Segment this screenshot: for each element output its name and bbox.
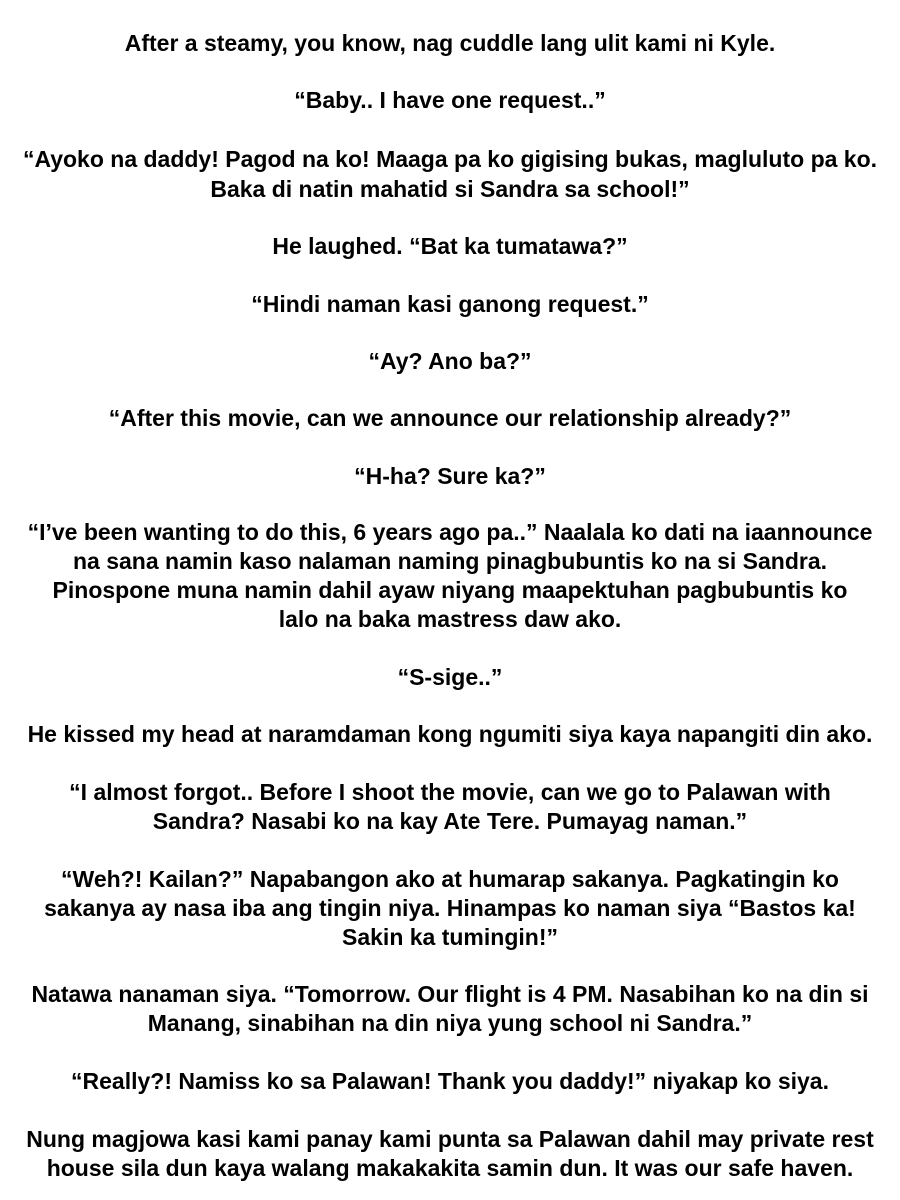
paragraph-9-line-1: “I’ve been wanting to do this, 6 years ago pa..” Naalala ko dati na iaannounce [27, 519, 873, 545]
paragraph-7-line-1: “After this movie, can we announce our relationship already?” [108, 405, 792, 431]
paragraph-16-line-2: house sila dun kaya walang makakakita samin dun. It was our safe haven. [46, 1155, 854, 1181]
paragraph-9-line-4: lalo na baka mastress daw ako. [278, 606, 622, 632]
paragraph-13-line-1: “Weh?! Kailan?” Napabangon ako at humarap sakanya. Pagkatingin ko [61, 866, 839, 892]
paragraph-1-line-1: After a steamy, you know, nag cuddle lang ulit kami ni Kyle. [124, 30, 776, 56]
paragraph-14-line-2: Manang, sinabihan na din niya yung school ni Sandra.” [147, 1010, 753, 1036]
paragraph-16-line-1: Nung magjowa kasi kami panay kami punta sa Palawan dahil may private rest [26, 1126, 874, 1152]
paragraph-10-line-1: “S-sige..” [397, 664, 503, 690]
paragraph-15-line-1: “Really?! Namiss ko sa Palawan! Thank you daddy!” niyakap ko siya. [71, 1068, 829, 1094]
paragraph-13-line-2: sakanya ay nasa iba ang tingin niya. Hinampas ko naman siya “Bastos ka! [44, 895, 856, 921]
paragraph-13-line-3: Sakin ka tumingin!” [342, 924, 558, 950]
paragraph-3-line-1: “Ayoko na daddy! Pagod na ko! Maaga pa ko gigising bukas, magluluto pa ko. [22, 146, 878, 172]
paragraph-4-line-1: He laughed. “Bat ka tumatawa?” [272, 233, 628, 259]
paragraph-14-line-1: Natawa nanaman siya. “Tomorrow. Our flight is 4 PM. Nasabihan ko na din si [31, 981, 869, 1007]
paragraph-9-line-3: Pinospone muna namin dahil ayaw niyang maapektuhan pagbubuntis ko [52, 577, 848, 603]
paragraph-8-line-1: “H-ha? Sure ka?” [354, 463, 546, 489]
paragraph-2-line-1: “Baby.. I have one request..” [294, 87, 606, 113]
paragraph-12-line-1: “I almost forgot.. Before I shoot the movie, can we go to Palawan with [69, 779, 831, 805]
paragraph-11-line-1: He kissed my head at naramdaman kong ngumiti siya kaya napangiti din ako. [27, 721, 873, 747]
paragraph-12-line-2: Sandra? Nasabi ko na kay Ate Tere. Pumayag naman.” [152, 808, 748, 834]
paragraph-5-line-1: “Hindi naman kasi ganong request.” [251, 291, 649, 317]
paragraph-3-line-2: Baka di natin mahatid si Sandra sa school!” [210, 176, 690, 202]
paragraph-6-line-1: “Ay? Ano ba?” [368, 348, 532, 374]
paragraph-9-line-2: na sana namin kaso nalaman naming pinagbubuntis ko na si Sandra. [72, 548, 828, 574]
